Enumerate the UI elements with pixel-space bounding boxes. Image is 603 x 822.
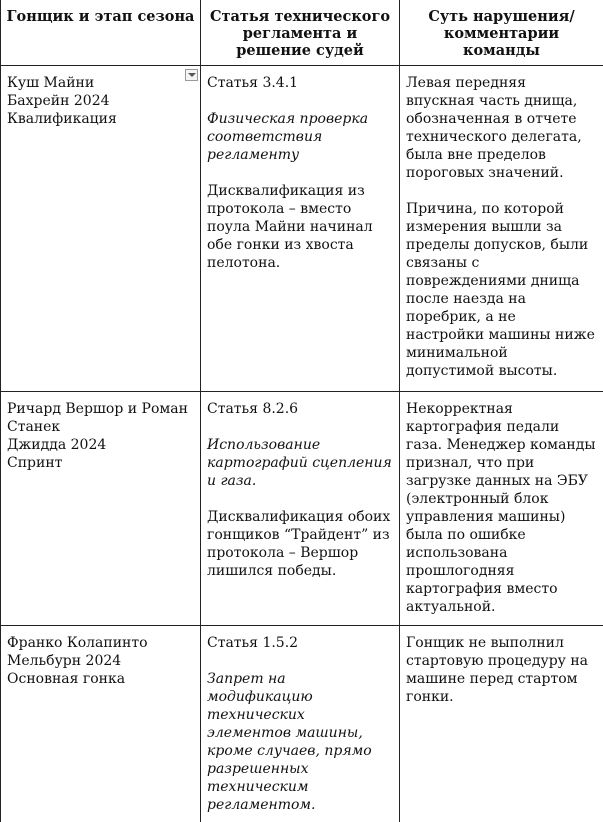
race-stage: Мельбурн 2024 bbox=[7, 653, 122, 669]
header-driver: Гонщик и этап сезона bbox=[1, 0, 201, 66]
table-row bbox=[1, 66, 603, 392]
header-row bbox=[1, 0, 603, 66]
table-row bbox=[1, 392, 603, 626]
decision-text: Дисквалификация обоих гонщиков “Трайдент” из протокола – Вершор лишился победы. bbox=[207, 509, 391, 579]
comment-paragraph: Левая передняя впускная часть днища, обозначенная в отчете технического делегата, была вне пределов пороговых значений. bbox=[406, 75, 582, 181]
decision-text: Дисквалификация из протокола – вместо поула Майни начинал обе гонки из хвоста пелотона. bbox=[207, 183, 373, 271]
table-row bbox=[1, 626, 603, 822]
session-type: Основная гонка bbox=[7, 671, 126, 687]
article-cell bbox=[201, 392, 400, 626]
session-type: Квалификация bbox=[7, 111, 117, 127]
race-stage: Джидда 2024 bbox=[7, 437, 107, 453]
dropdown-arrow-icon[interactable] bbox=[185, 69, 198, 81]
session-type: Спринт bbox=[7, 455, 63, 471]
comment-paragraph: Гонщик не выполнил стартовую процедуру на машине перед стартом гонки. bbox=[406, 635, 589, 705]
race-stage: Бахрейн 2024 bbox=[7, 93, 110, 109]
driver-cell bbox=[1, 392, 201, 626]
driver-cell bbox=[1, 626, 201, 822]
comment-cell bbox=[400, 626, 603, 822]
article-title: Использование картографий сцепления и газа. bbox=[207, 437, 392, 489]
comment-cell bbox=[400, 392, 603, 626]
comment-paragraph: Некорректная картография педали газа. Менеджер команды признал, что при загрузке данных на ЭБУ (электронный блок управления машины) была по ошибке использована прошлогодняя картография вместо актуальной. bbox=[406, 401, 596, 615]
article-cell bbox=[201, 66, 400, 392]
header-comment: Суть нарушения/ комментарии команды bbox=[400, 0, 603, 66]
comment-paragraph: Причина, по которой измерения вышли за пределы допусков, были связаны с повреждениями днища после наезда на поребрик, а не настройки машины ниже минимальной допустимой высоты. bbox=[406, 201, 595, 379]
driver-cell[interactable] bbox=[1, 66, 201, 392]
header-article: Статья технического регламента и решение судей bbox=[201, 0, 400, 66]
comment-cell bbox=[400, 66, 603, 392]
article-cell bbox=[201, 626, 400, 822]
article-title: Физическая проверка соответствия регламенту bbox=[207, 111, 369, 163]
article-number: Статья 8.2.6 bbox=[207, 401, 299, 417]
article-number: Статья 1.5.2 bbox=[207, 635, 299, 651]
article-number: Статья 3.4.1 bbox=[207, 75, 299, 91]
driver-name: Франко Колапинто bbox=[7, 635, 148, 651]
driver-name: Куш Майни bbox=[7, 75, 95, 91]
article-title: Запрет на модификацию технических элементов машины, кроме случаев, прямо разрешенных техническим регламентом. bbox=[207, 671, 372, 813]
driver-name: Ричард Вершор и Роман Станек bbox=[7, 401, 188, 435]
